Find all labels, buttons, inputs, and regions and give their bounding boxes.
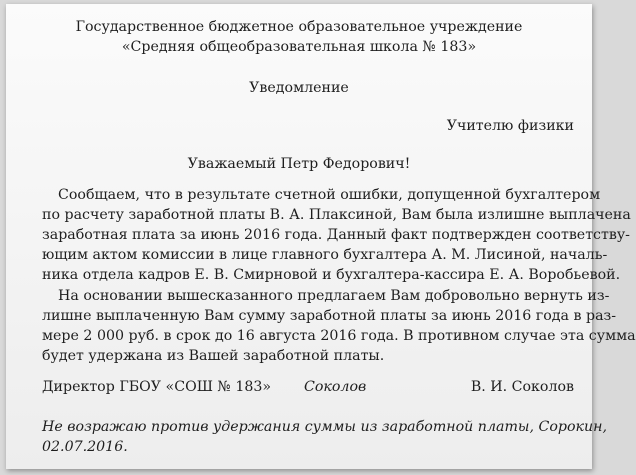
paragraph2-line: мере 2 000 руб. в срок до 16 августа 2016 года. В противном случае эта сумма: [42, 328, 636, 344]
document-sheet: [6, 4, 636, 469]
paragraph1-line: Сообщаем, что в результате счетной ошибки, допущенной бухгалтером: [58, 187, 601, 203]
signature-position: Директор ГБОУ «СОШ № 183»: [42, 379, 272, 395]
signature-name: В. И. Соколов: [470, 379, 574, 395]
paragraph1-line: по расчету заработной платы В. А. Плаксиной, Вам была излишне выплачена: [42, 207, 631, 223]
consent-date: 02.07.2016.: [42, 439, 128, 455]
salutation: Уважаемый Петр Федорович!: [187, 156, 411, 172]
paragraph2-line: лишне выплаченную Вам сумму заработной платы за июнь 2016 года в раз-: [42, 308, 617, 324]
document-title: Уведомление: [249, 80, 349, 96]
org-name-line2: «Средняя общеобразовательная школа № 183»: [121, 39, 477, 55]
addressee: Учителю физики: [446, 118, 574, 134]
paragraph1-line: ника отдела кадров Е. В. Смирновой и бухгалтера-кассира Е. А. Воробьевой.: [42, 267, 621, 283]
consent-line: Не возражаю против удержания суммы из заработной платы, Сорокин,: [42, 419, 607, 435]
paragraph1-line: ющим актом комиссии в лице главного бухгалтера А. М. Лисиной, началь-: [42, 247, 608, 263]
org-name-line1: Государственное бюджетное образовательное учреждение: [75, 19, 523, 35]
signature-handwritten: Соколов: [304, 379, 367, 395]
paragraph2-line: будет удержана из Вашей заработной платы.: [42, 348, 385, 364]
paragraph2-line: На основании вышесказанного предлагаем Вам добровольно вернуть из-: [58, 288, 610, 304]
paragraph1-line: заработная плата за июнь 2016 года. Данный факт подтвержден соответству-: [42, 227, 630, 243]
